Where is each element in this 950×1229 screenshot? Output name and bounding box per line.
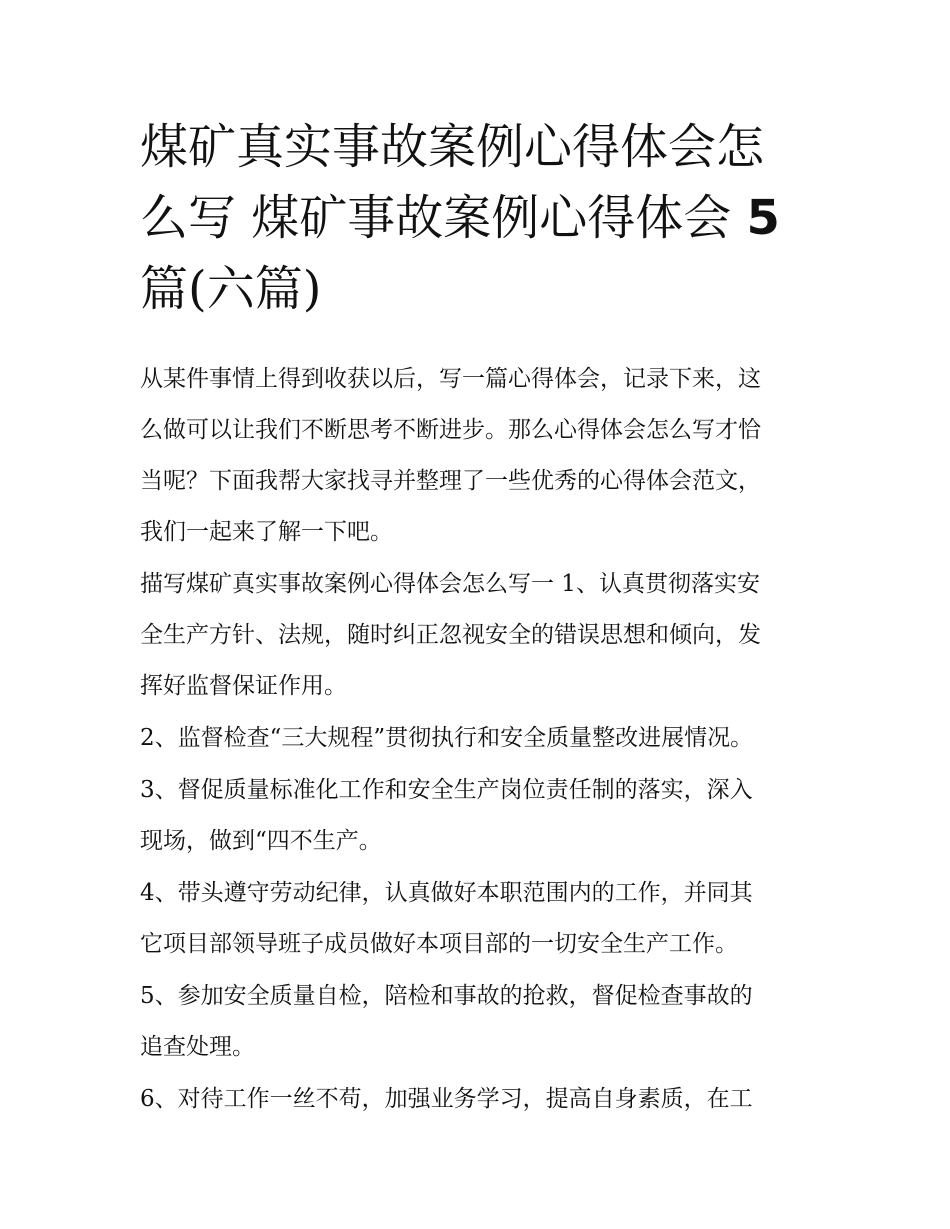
title-line: 煤矿真实事故案例心得体会怎 [140,119,765,175]
document-title [140,112,820,325]
text-line: 4、带头遵守劳动纪律，认真做好本职范围内的工作，并同其 [140,880,753,906]
paragraph-item-5 [140,971,820,1073]
paragraph-item-6 [140,1074,820,1125]
text-line: 追查处理。 [140,1034,255,1060]
title-line-text: 么写 煤矿事故案例心得体会 [140,190,732,246]
text-line: 全生产方针、法规，随时纠正忽视安全的错误思想和倾向，发 [140,622,761,648]
title-line: 篇(六篇) [140,261,322,317]
paragraph-item-3 [140,765,820,867]
paragraph-item-2 [140,713,820,764]
text-line: 现场，做到“四不生产。 [140,828,382,854]
text-line: 当呢？下面我帮大家找寻并整理了一些优秀的心得体会范文， [140,468,761,494]
text-line: 它项目部领导班子成员做好本项目部的一切安全生产工作。 [140,931,738,957]
document-body [140,354,820,1125]
text-line: 描写煤矿真实事故案例心得体会怎么写一 1、认真贯彻落实安 [140,571,760,597]
paragraph-intro [140,354,820,558]
paragraph-item-4 [140,868,820,970]
text-line: 3、督促质量标准化工作和安全生产岗位责任制的落实，深入 [140,777,753,803]
text-line: 6、对待工作一丝不苟，加强业务学习，提高自身素质，在工 [140,1086,753,1112]
title-number: 5 [746,190,780,246]
text-line: 么做可以让我们不断思考不断进步。那么心得体会怎么写才恰 [140,417,761,443]
text-line: 从某件事情上得到收获以后，写一篇心得体会，记录下来，这 [140,366,761,392]
title-line [140,183,820,254]
paragraph-item-1 [140,559,820,712]
text-line: 挥好监督保证作用。 [140,673,347,699]
text-line: 5、参加安全质量自检，陪检和事故的抢救，督促检查事故的 [140,983,753,1009]
text-line: 2、监督检查“三大规程”贯彻执行和安全质量整改进展情况。 [140,725,754,751]
text-line: 我们一起来了解一下吧。 [140,519,393,545]
